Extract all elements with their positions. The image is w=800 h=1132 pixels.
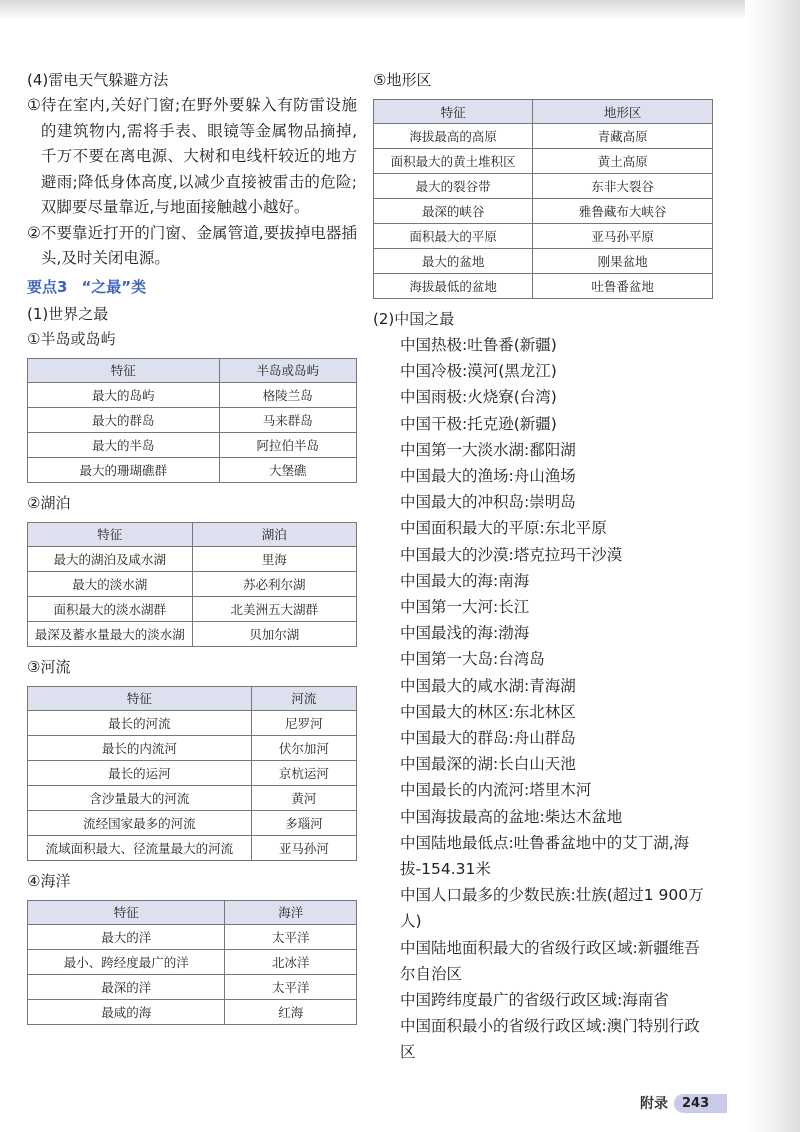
key-point-title: “之最”类 xyxy=(81,277,147,296)
table-header: 河流 xyxy=(251,686,356,710)
appendix-label: 附录 xyxy=(640,1096,668,1112)
table-row xyxy=(28,596,357,621)
list-item: 中国最深的湖:长白山天池 xyxy=(400,755,576,774)
list-item: 中国第一大岛:台湾岛 xyxy=(400,650,545,669)
table-header: 海洋 xyxy=(225,900,357,924)
list-item: 中国最浅的海:渤海 xyxy=(400,624,530,643)
table-row xyxy=(374,274,713,299)
table-cell: 海拔最低的盆地 xyxy=(374,274,533,299)
table-row xyxy=(28,621,357,646)
table-cell: 里海 xyxy=(192,546,357,571)
thunder-item-2 xyxy=(27,221,357,272)
table-row xyxy=(374,124,713,149)
list-item: 中国最大的咸水湖:青海湖 xyxy=(400,676,576,695)
table-row xyxy=(28,810,357,835)
table-row xyxy=(28,735,357,760)
thunder-heading: (4)雷电天气躲避方法 xyxy=(27,71,169,89)
table-cell: 最大的岛屿 xyxy=(28,382,220,407)
table-cell: 最深的峡谷 xyxy=(374,199,533,224)
table-row xyxy=(28,974,357,999)
table-row xyxy=(374,149,713,174)
table-cell: 最大的裂谷带 xyxy=(374,174,533,199)
table-cell: 大堡礁 xyxy=(219,457,356,482)
table-cell: 黄河 xyxy=(251,785,356,810)
table-cell: 面积最大的平原 xyxy=(374,224,533,249)
table-cell: 最小、跨经度最广的洋 xyxy=(28,949,225,974)
list-item: 中国最大的冲积岛:崇明岛 xyxy=(400,493,576,512)
page-right-margin xyxy=(745,0,800,1132)
thunder-item-1 xyxy=(27,93,357,221)
list-item: 中国热极:吐鲁番(新疆) xyxy=(400,336,557,354)
list-item: 中国最大的海:南海 xyxy=(400,571,530,590)
table-cell: 北美洲五大湖群 xyxy=(192,596,357,621)
table-cell: 东非大裂谷 xyxy=(533,174,713,199)
table-cell: 面积最大的淡水湖群 xyxy=(28,596,193,621)
river-table xyxy=(27,686,357,861)
china-list xyxy=(373,332,713,1066)
table-cell: 太平洋 xyxy=(225,974,357,999)
page-top-shadow xyxy=(0,0,800,20)
table-cell: 雅鲁藏布大峡谷 xyxy=(533,199,713,224)
peninsula-heading: ①半岛或岛屿 xyxy=(27,329,116,348)
table-row xyxy=(374,249,713,274)
table-cell: 最大的盆地 xyxy=(374,249,533,274)
river-heading: ③河流 xyxy=(27,657,71,676)
table-cell: 马来群岛 xyxy=(219,407,356,432)
table-row xyxy=(28,999,357,1024)
lake-table xyxy=(27,522,357,647)
table-cell: 含沙量最大的河流 xyxy=(28,785,252,810)
table-cell: 刚果盆地 xyxy=(533,249,713,274)
table-row xyxy=(28,710,357,735)
table-row xyxy=(28,785,357,810)
table-row xyxy=(28,546,357,571)
item-text: 不要靠近打开的门窗、金属管道,要拔掉电器插头,及时关闭电源。 xyxy=(40,223,357,267)
list-item: 中国面积最大的平原:东北平原 xyxy=(400,519,607,538)
peninsula-table xyxy=(27,358,357,483)
key-point-heading xyxy=(27,274,357,300)
list-item: 中国雨极:火烧寮(台湾) xyxy=(400,388,557,407)
table-cell: 吐鲁番盆地 xyxy=(533,274,713,299)
table-cell: 贝加尔湖 xyxy=(192,621,357,646)
lake-heading: ②湖泊 xyxy=(27,493,71,512)
table-header: 特征 xyxy=(28,686,252,710)
table-cell: 流域面积最大、径流量最大的河流 xyxy=(28,835,252,860)
list-item: 中国陆地最低点:吐鲁番盆地中的艾丁湖,海拔-154.31米 xyxy=(400,833,690,879)
table-cell: 最大的珊瑚礁群 xyxy=(28,457,220,482)
table-cell: 最大的湖泊及咸水湖 xyxy=(28,546,193,571)
table-cell: 最长的河流 xyxy=(28,710,252,735)
list-item: 中国最长的内流河:塔里木河 xyxy=(400,781,592,800)
table-cell: 最大的洋 xyxy=(28,924,225,949)
table-cell: 最大的半岛 xyxy=(28,432,220,457)
table-cell: 海拔最高的高原 xyxy=(374,124,533,149)
table-cell: 红海 xyxy=(225,999,357,1024)
table-cell: 最深及蓄水量最大的淡水湖 xyxy=(28,621,193,646)
table-row xyxy=(28,457,357,482)
list-item: 中国最大的沙漠:塔克拉玛干沙漠 xyxy=(400,545,623,564)
table-row xyxy=(28,760,357,785)
table-cell: 最长的运河 xyxy=(28,760,252,785)
list-item: 中国海拔最高的盆地:柴达木盆地 xyxy=(400,807,623,826)
table-cell: 苏必利尔湖 xyxy=(192,571,357,596)
list-item: 中国第一大淡水湖:鄱阳湖 xyxy=(400,440,576,459)
table-header: 特征 xyxy=(28,522,193,546)
table-cell: 最咸的海 xyxy=(28,999,225,1024)
table-cell: 格陵兰岛 xyxy=(219,382,356,407)
terrain-table xyxy=(373,99,713,299)
table-cell: 最大的淡水湖 xyxy=(28,571,193,596)
key-point-label: 要点3 xyxy=(27,277,68,296)
table-cell: 阿拉伯半岛 xyxy=(219,432,356,457)
table-cell: 亚马孙河 xyxy=(251,835,356,860)
table-row xyxy=(374,224,713,249)
item-text: 待在室内,关好门窗;在野外要躲入有防雷设施的建筑物内,需将手表、眼镜等金属物品摘掉,千万不要在离电源、大树和电线杆较近的地方避雨;降低身体高度,以减少直接被雷击的危险;双脚要尽量靠近,与地面接触越小越好。 xyxy=(40,96,357,216)
terrain-heading: ⑤地形区 xyxy=(373,71,432,89)
left-column xyxy=(27,68,357,1033)
table-cell: 面积最大的黄土堆积区 xyxy=(374,149,533,174)
table-row xyxy=(28,382,357,407)
list-item: 中国冷极:漠河(黑龙江) xyxy=(400,362,557,381)
page-number: 243 xyxy=(674,1094,727,1113)
list-item: 中国最大的渔场:舟山渔场 xyxy=(400,467,576,486)
item-number: ② xyxy=(27,223,41,242)
list-item: 中国第一大河:长江 xyxy=(400,598,530,617)
table-header: 地形区 xyxy=(533,100,713,124)
table-cell: 多瑙河 xyxy=(251,810,356,835)
table-header: 特征 xyxy=(28,900,225,924)
table-header: 特征 xyxy=(28,358,220,382)
table-cell: 最深的洋 xyxy=(28,974,225,999)
table-header: 湖泊 xyxy=(192,522,357,546)
list-item: 中国陆地面积最大的省级行政区域:新疆维吾尔自治区 xyxy=(400,938,700,983)
table-cell: 最大的群岛 xyxy=(28,407,220,432)
table-cell: 亚马孙平原 xyxy=(533,224,713,249)
list-item: 中国面积最小的省级行政区域:澳门特别行政区 xyxy=(400,1017,700,1062)
list-item: 中国干极:托克逊(新疆) xyxy=(400,414,557,433)
page-footer xyxy=(640,1092,727,1114)
table-row xyxy=(374,174,713,199)
table-cell: 尼罗河 xyxy=(251,710,356,735)
list-item: 中国最大的群岛:舟山群岛 xyxy=(400,729,576,748)
table-header: 半岛或岛屿 xyxy=(219,358,356,382)
table-row xyxy=(28,432,357,457)
table-row xyxy=(28,949,357,974)
table-cell: 流经国家最多的河流 xyxy=(28,810,252,835)
table-cell: 太平洋 xyxy=(225,924,357,949)
table-row xyxy=(28,835,357,860)
list-item: 中国跨纬度最广的省级行政区域:海南省 xyxy=(400,991,669,1010)
table-row xyxy=(28,571,357,596)
table-cell: 北冰洋 xyxy=(225,949,357,974)
table-cell: 京杭运河 xyxy=(251,760,356,785)
table-row xyxy=(374,199,713,224)
table-header: 特征 xyxy=(374,100,533,124)
world-heading: (1)世界之最 xyxy=(27,304,109,323)
table-row xyxy=(28,407,357,432)
list-item: 中国人口最多的少数民族:壮族(超过1 900万人) xyxy=(400,886,704,931)
right-column xyxy=(373,68,713,1066)
ocean-table xyxy=(27,900,357,1025)
table-cell: 最长的内流河 xyxy=(28,735,252,760)
item-number: ① xyxy=(27,96,41,114)
table-cell: 青藏高原 xyxy=(533,124,713,149)
table-cell: 黄土高原 xyxy=(533,149,713,174)
table-cell: 伏尔加河 xyxy=(251,735,356,760)
table-row xyxy=(28,924,357,949)
ocean-heading: ④海洋 xyxy=(27,871,71,890)
china-heading: (2)中国之最 xyxy=(373,310,455,328)
list-item: 中国最大的林区:东北林区 xyxy=(400,702,576,721)
